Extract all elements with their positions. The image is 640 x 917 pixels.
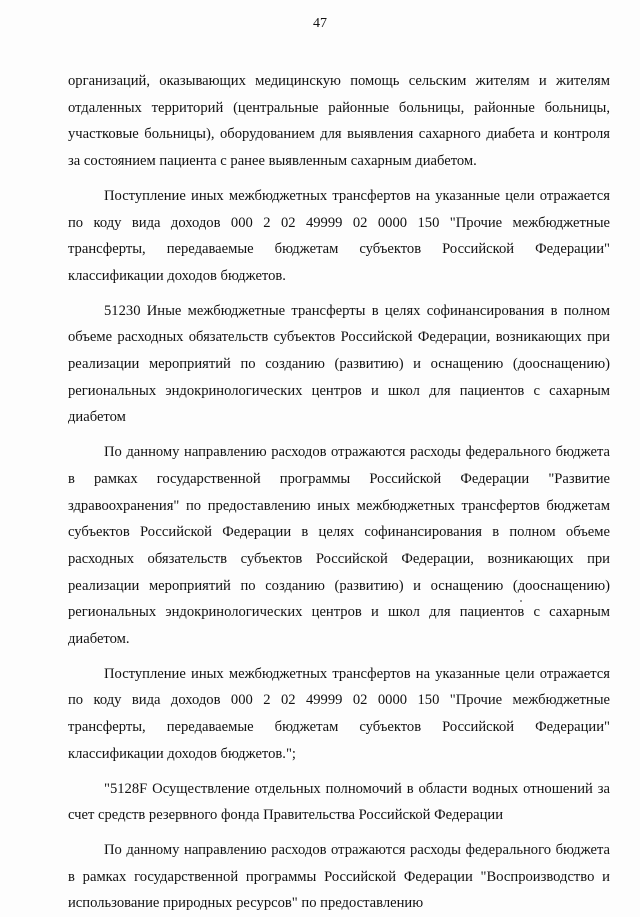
- paragraph-expenses-5128F: По данному направлению расходов отражаются расходы федерального бюджета в рамках государственной программы Российской Федерации "Воспроизводство и использование природных ресурсов" по предоставлению: [68, 841, 610, 912]
- paragraph-income-receipt-51230: Поступление иных межбюджетных трансфертов на указанные цели отражается по коду вида доходов 000 2 02 49999 02 0000 150 "Прочие межбюджетные трансферты, передаваемые бюджетам субъектов Российской Федерации" классификации доходов бюджетов.";: [68, 665, 610, 762]
- paragraph-heading-51230: 51230 Иные межбюджетные трансферты в целях софинансирования в полном объеме расходных обязательств субъектов Российской Федерации, возникающих при реализации мероприятий по созданию (развитию) и оснащению (дооснащению) региональных эндокринологических центров и школ для пациентов с сахарным диабетом: [68, 302, 610, 426]
- paragraph-continuation: организаций, оказывающих медицинскую помощь сельским жителям и жителям отдаленных территорий (центральные районные больницы, районные больницы, участковые больницы), оборудованием для выявления сахарного диабета и контроля за состоянием пациента с ранее выявленным сахарным диабетом.: [68, 73, 610, 170]
- page-number: 47: [313, 16, 327, 31]
- paragraph-expenses-51230: По данному направлению расходов отражаются расходы федерального бюджета в рамках государственной программы Российской Федерации "Развитие здравоохранения" по предоставлению иных межбюджетных трансфертов бюджетам субъектов Российской Федерации в целях софинансирования в полном объеме расходных обязательств субъектов Российской Федерации, возникающих при реализации мероприятий по созданию (развитию) и оснащению (дооснащению) региональных эндокринологических центров и школ для пациентов с сахарным диабетом.: [68, 444, 610, 648]
- document-body: [68, 68, 610, 917]
- scan-speck: [520, 600, 522, 602]
- paragraph-heading-5128F: "5128F Осуществление отдельных полномочий в области водных отношений за счет средств резервного фонда Правительства Российской Федерации: [68, 780, 610, 824]
- paragraph-income-receipt-51220: Поступление иных межбюджетных трансфертов на указанные цели отражается по коду вида доходов 000 2 02 49999 02 0000 150 "Прочие межбюджетные трансферты, передаваемые бюджетам субъектов Российской Федерации" классификации доходов бюджетов.: [68, 187, 610, 284]
